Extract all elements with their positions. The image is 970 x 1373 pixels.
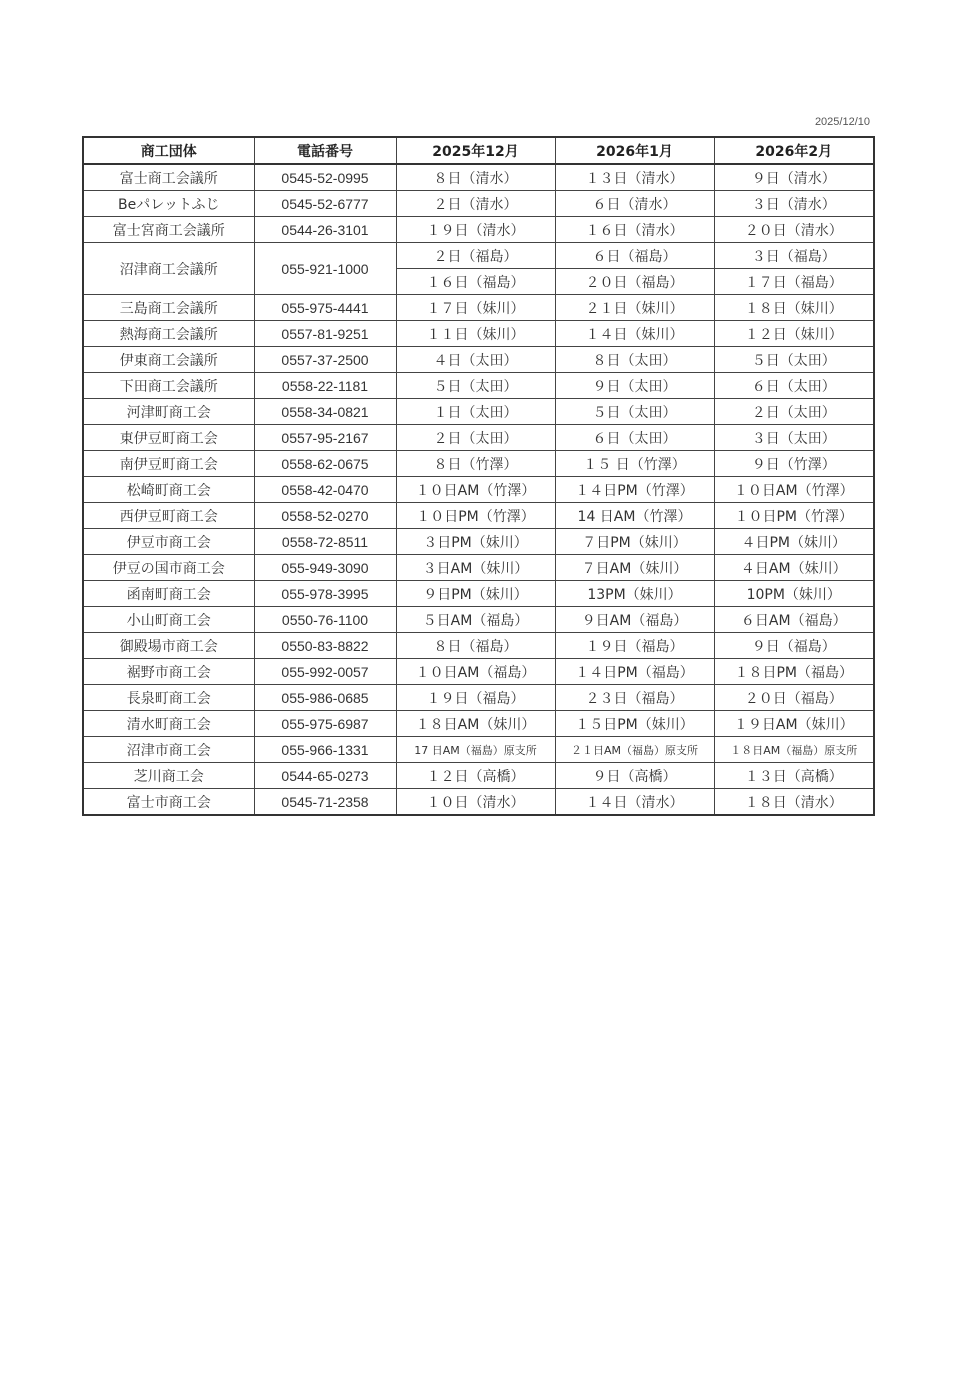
org-name: 東伊豆町商工会 [83,425,254,451]
schedule-cell-month-3: １３日（高橋） [714,763,874,789]
table-row [83,685,874,711]
phone-number: 055-986-0685 [254,685,396,711]
schedule-cell-month-3: ４日AM（妹川） [714,555,874,581]
org-name: 河津町商工会 [83,399,254,425]
phone-number: 055-975-6987 [254,711,396,737]
schedule-cell-month-2: 13PM（妹川） [555,581,714,607]
table-row [83,789,874,816]
schedule-cell-month-3: ９日（竹澤） [714,451,874,477]
schedule-cell-month-1: １６日（福島） [396,269,555,295]
phone-number: 0558-62-0675 [254,451,396,477]
table-row [83,633,874,659]
schedule-cell-month-2: ２３日（福島） [555,685,714,711]
table-row [83,295,874,321]
schedule-cell-month-1: １１日（妹川） [396,321,555,347]
table-row [83,321,874,347]
schedule-cell-month-3: １８日（清水） [714,789,874,816]
schedule-cell-month-3: ２０日（福島） [714,685,874,711]
org-name: Beパレットふじ [83,191,254,217]
schedule-cell-month-3: ９日（清水） [714,164,874,191]
org-name: 裾野市商工会 [83,659,254,685]
phone-number: 055-975-4441 [254,295,396,321]
table-row [83,243,874,269]
schedule-cell-month-1: ５日（太田） [396,373,555,399]
phone-number: 0558-52-0270 [254,503,396,529]
org-name: 沼津商工会議所 [83,243,254,295]
schedule-cell-month-2: １４日PM（竹澤） [555,477,714,503]
header-month-1: 2025年12月 [396,137,555,164]
table-row [83,555,874,581]
schedule-cell-month-1: ５日AM（福島） [396,607,555,633]
schedule-cell-month-3: ３日（福島） [714,243,874,269]
phone-number: 0557-81-9251 [254,321,396,347]
header-month-2: 2026年1月 [555,137,714,164]
schedule-cell-month-1: ４日（太田） [396,347,555,373]
table-row [83,217,874,243]
table-row [83,737,874,763]
schedule-cell-month-3: ３日（太田） [714,425,874,451]
schedule-cell-month-1: １８日AM（妹川） [396,711,555,737]
org-name: 沼津市商工会 [83,737,254,763]
schedule-cell-month-3: ２０日（清水） [714,217,874,243]
schedule-cell-month-3: ２日（太田） [714,399,874,425]
schedule-cell-month-3: １０日PM（竹澤） [714,503,874,529]
header-org: 商工団体 [83,137,254,164]
schedule-cell-month-1: １０日AM（福島） [396,659,555,685]
schedule-cell-month-1: 17 日AM（福島）原支所 [396,737,555,763]
schedule-cell-month-2: ２１日（妹川） [555,295,714,321]
schedule-cell-month-2: ２１日AM（福島）原支所 [555,737,714,763]
table-row [83,503,874,529]
org-name: 長泉町商工会 [83,685,254,711]
phone-number: 0545-52-6777 [254,191,396,217]
org-name: 伊豆の国市商工会 [83,555,254,581]
table-row [83,581,874,607]
phone-number: 055-966-1331 [254,737,396,763]
schedule-cell-month-3: ９日（福島） [714,633,874,659]
table-row [83,399,874,425]
schedule-cell-month-3: １８日PM（福島） [714,659,874,685]
schedule-cell-month-1: ２日（福島） [396,243,555,269]
phone-number: 0558-34-0821 [254,399,396,425]
table-row [83,763,874,789]
schedule-cell-month-2: １３日（清水） [555,164,714,191]
schedule-cell-month-3: ３日（清水） [714,191,874,217]
schedule-cell-month-2: ９日（太田） [555,373,714,399]
schedule-cell-month-2: ９日AM（福島） [555,607,714,633]
schedule-cell-month-3: ６日（太田） [714,373,874,399]
table-row [83,373,874,399]
schedule-cell-month-1: ３日PM（妹川） [396,529,555,555]
schedule-cell-month-3: １７日（福島） [714,269,874,295]
org-name: 下田商工会議所 [83,373,254,399]
schedule-cell-month-3: １０日AM（竹澤） [714,477,874,503]
table-row [83,425,874,451]
org-name: 富士商工会議所 [83,164,254,191]
table-header-row [83,137,874,164]
schedule-cell-month-1: １７日（妹川） [396,295,555,321]
header-month-3: 2026年2月 [714,137,874,164]
org-name: 富士市商工会 [83,789,254,816]
table-row [83,659,874,685]
org-name: 函南町商工会 [83,581,254,607]
schedule-cell-month-3: １８日（妹川） [714,295,874,321]
org-name: 伊東商工会議所 [83,347,254,373]
schedule-cell-month-2: １５ 日（竹澤） [555,451,714,477]
schedule-cell-month-1: １２日（高橋） [396,763,555,789]
schedule-table [82,136,875,816]
phone-number: 0544-26-3101 [254,217,396,243]
org-name: 富士宮商工会議所 [83,217,254,243]
schedule-cell-month-2: ８日（太田） [555,347,714,373]
table-row [83,477,874,503]
table-row [83,164,874,191]
schedule-cell-month-2: １６日（清水） [555,217,714,243]
schedule-cell-month-2: １４日（妹川） [555,321,714,347]
schedule-cell-month-1: １日（太田） [396,399,555,425]
schedule-cell-month-3: ４日PM（妹川） [714,529,874,555]
schedule-cell-month-2: １５日PM（妹川） [555,711,714,737]
table-row [83,191,874,217]
schedule-cell-month-1: １０日（清水） [396,789,555,816]
schedule-cell-month-3: １８日AM（福島）原支所 [714,737,874,763]
table-body [83,164,874,815]
phone-number: 055-921-1000 [254,243,396,295]
phone-number: 0544-65-0273 [254,763,396,789]
schedule-cell-month-3: １９日AM（妹川） [714,711,874,737]
table-row [83,451,874,477]
schedule-cell-month-1: ８日（清水） [396,164,555,191]
schedule-cell-month-1: ９日PM（妹川） [396,581,555,607]
org-name: 熱海商工会議所 [83,321,254,347]
schedule-cell-month-2: ７日AM（妹川） [555,555,714,581]
schedule-cell-month-3: １２日（妹川） [714,321,874,347]
schedule-cell-month-2: １９日（福島） [555,633,714,659]
org-name: 清水町商工会 [83,711,254,737]
table-row [83,607,874,633]
org-name: 南伊豆町商工会 [83,451,254,477]
schedule-cell-month-2: ７日PM（妹川） [555,529,714,555]
schedule-cell-month-2: １４日（清水） [555,789,714,816]
schedule-cell-month-2: ５日（太田） [555,399,714,425]
org-name: 三島商工会議所 [83,295,254,321]
org-name: 西伊豆町商工会 [83,503,254,529]
schedule-cell-month-2: ６日（清水） [555,191,714,217]
schedule-cell-month-3: ５日（太田） [714,347,874,373]
schedule-cell-month-1: １０日AM（竹澤） [396,477,555,503]
schedule-cell-month-3: ６日AM（福島） [714,607,874,633]
schedule-cell-month-1: １９日（清水） [396,217,555,243]
schedule-cell-month-1: ８日（福島） [396,633,555,659]
org-name: 御殿場市商工会 [83,633,254,659]
schedule-cell-month-2: ９日（高橋） [555,763,714,789]
phone-number: 0550-83-8822 [254,633,396,659]
phone-number: 0545-52-0995 [254,164,396,191]
phone-number: 0550-76-1100 [254,607,396,633]
phone-number: 055-949-3090 [254,555,396,581]
org-name: 伊豆市商工会 [83,529,254,555]
phone-number: 0558-72-8511 [254,529,396,555]
table-row [83,529,874,555]
phone-number: 0558-42-0470 [254,477,396,503]
header-phone: 電話番号 [254,137,396,164]
phone-number: 0557-95-2167 [254,425,396,451]
org-name: 小山町商工会 [83,607,254,633]
org-name: 芝川商工会 [83,763,254,789]
schedule-cell-month-1: ８日（竹澤） [396,451,555,477]
schedule-cell-month-1: ３日AM（妹川） [396,555,555,581]
table-row [83,711,874,737]
phone-number: 055-992-0057 [254,659,396,685]
schedule-cell-month-2: １４日PM（福島） [555,659,714,685]
org-name: 松崎町商工会 [83,477,254,503]
phone-number: 055-978-3995 [254,581,396,607]
document-date: 2025/12/10 [814,116,870,128]
phone-number: 0558-22-1181 [254,373,396,399]
schedule-cell-month-2: ６日（太田） [555,425,714,451]
phone-number: 0545-71-2358 [254,789,396,816]
schedule-cell-month-1: １０日PM（竹澤） [396,503,555,529]
schedule-cell-month-1: ２日（太田） [396,425,555,451]
phone-number: 0557-37-2500 [254,347,396,373]
schedule-cell-month-2: ２０日（福島） [555,269,714,295]
schedule-cell-month-3: 10PM（妹川） [714,581,874,607]
table-row [83,347,874,373]
schedule-cell-month-1: ２日（清水） [396,191,555,217]
schedule-cell-month-2: ６日（福島） [555,243,714,269]
schedule-cell-month-2: 14 日AM（竹澤） [555,503,714,529]
schedule-cell-month-1: １９日（福島） [396,685,555,711]
